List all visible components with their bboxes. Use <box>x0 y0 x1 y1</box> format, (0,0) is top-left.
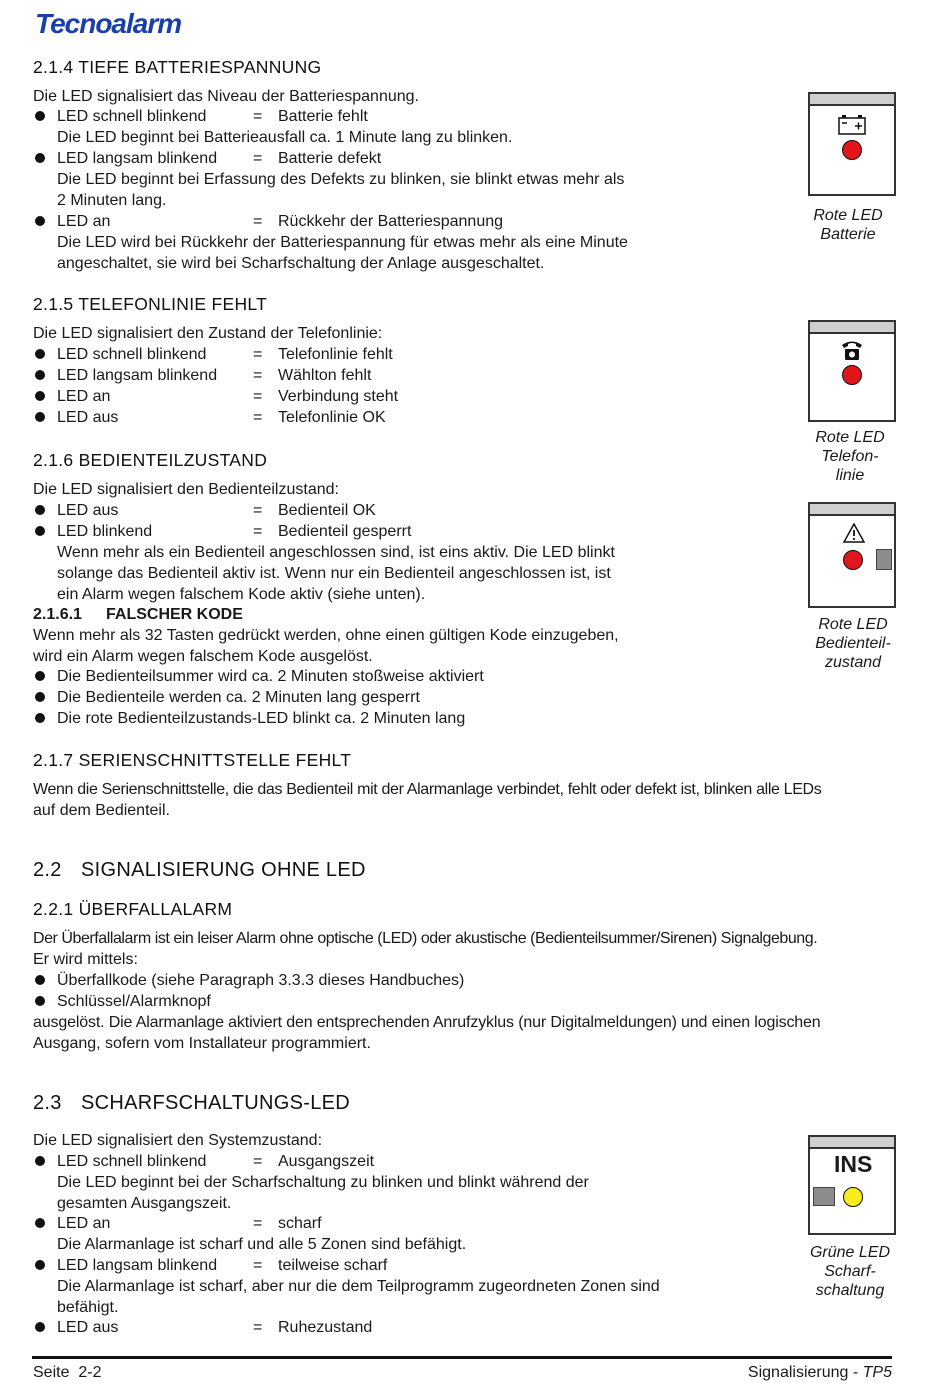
paragraph-line: Wenn die Serienschnittstelle, die das Bedienteil mit der Alarmanlage verbindet, fehlt oder defekt ist, blinken alle LEDs <box>33 781 822 798</box>
battery-icon <box>838 114 866 136</box>
subsection-title: FALSCHER KODE <box>106 606 243 623</box>
figure-caption: Rote LED Bedienteil- zustand <box>815 616 891 671</box>
item-equals: = <box>253 346 263 363</box>
item-note: befähigt. <box>57 1299 119 1316</box>
footer-rule <box>32 1356 892 1359</box>
bullet <box>35 412 45 422</box>
item-note: solange das Bedienteil aktiv ist. Wenn nur ein Bedienteil angeschlossen ist, ist <box>57 565 611 582</box>
list-item: Schlüssel/Alarmknopf <box>57 993 211 1010</box>
bullet <box>35 1260 45 1270</box>
panel-top-bar <box>810 94 894 106</box>
item-note: angeschaltet, sie wird bei Scharfschaltung der Anlage ausgeschaltet. <box>57 255 545 272</box>
battery-led-panel <box>808 92 896 196</box>
bullet <box>35 975 45 985</box>
item-value: Wählton fehlt <box>278 367 372 384</box>
section-title-2-1-4: 2.1.4 TIEFE BATTERIESPANNUNG <box>33 57 322 77</box>
section-title-2-1-6: 2.1.6 BEDIENTEILZUSTAND <box>33 450 268 470</box>
bullet <box>35 996 45 1006</box>
battery-led <box>842 140 862 160</box>
item-label: LED aus <box>57 409 119 426</box>
bullet <box>35 526 45 536</box>
footer-title: Signalisierung - TP5 <box>747 1364 892 1381</box>
item-value: Rückkehr der Batteriespannung <box>278 213 504 230</box>
bullet <box>35 1322 45 1332</box>
item-label: LED aus <box>57 1319 119 1336</box>
item-equals: = <box>253 388 263 405</box>
item-label: LED aus <box>57 502 119 519</box>
item-equals: = <box>253 1215 263 1232</box>
item-label: LED langsam blinkend <box>57 1257 218 1274</box>
subsection-number: 2.1.6.1 <box>33 606 82 623</box>
item-value: scharf <box>278 1215 322 1232</box>
section-intro: Die LED signalisiert den Bedienteilzustand: <box>33 481 339 498</box>
item-equals: = <box>253 213 263 230</box>
item-value: Verbindung steht <box>278 388 399 405</box>
item-note: Die Alarmanlage ist scharf, aber nur die dem Teilprogramm zugeordneten Zonen sind <box>57 1278 660 1295</box>
item-note: Die LED wird bei Rückkehr der Batteriespannung für etwas mehr als eine Minute <box>57 234 628 251</box>
bullet <box>35 370 45 380</box>
section-intro: Die LED signalisiert das Niveau der Batteriespannung. <box>33 88 419 105</box>
item-note: Die LED beginnt bei Erfassung des Defekts zu blinken, sie blinkt etwas mehr als <box>57 171 625 188</box>
telephone-icon <box>840 338 864 362</box>
panel-top-bar <box>810 504 894 516</box>
keypad-status-led <box>843 550 863 570</box>
section-title-2-2: 2.2 SIGNALISIERUNG OHNE LED <box>33 859 366 881</box>
list-item: Die rote Bedienteilzustands-LED blinkt ca. 2 Minuten lang <box>57 710 466 727</box>
item-value: Bedienteil OK <box>278 502 376 519</box>
item-note: Wenn mehr als ein Bedienteil angeschlossen sind, ist eins aktiv. Die LED blinkt <box>57 544 615 561</box>
bullet <box>35 391 45 401</box>
item-label: LED an <box>57 213 111 230</box>
ins-label: INS <box>834 1151 873 1177</box>
gray-key-indicator <box>876 549 892 570</box>
paragraph-line: Er wird mittels: <box>33 951 138 968</box>
arming-led-panel <box>808 1135 896 1235</box>
paragraph-line: Der Überfallalarm ist ein leiser Alarm ohne optische (LED) oder akustische (Bedienteilsummer/Sirenen) Signalgebung. <box>33 930 818 947</box>
item-equals: = <box>253 502 263 519</box>
bullet <box>35 111 45 121</box>
item-equals: = <box>253 1319 263 1336</box>
item-value: Bedienteil gesperrt <box>278 523 412 540</box>
item-note: gesamten Ausgangszeit. <box>57 1195 232 1212</box>
page-number: Seite 2-2 <box>33 1364 102 1381</box>
item-label: LED langsam blinkend <box>57 367 218 384</box>
paragraph-line: Ausgang, sofern vom Installateur programmiert. <box>33 1035 371 1052</box>
bullet <box>35 692 45 702</box>
item-equals: = <box>253 1153 263 1170</box>
item-note: Die Alarmanlage ist scharf und alle 5 Zonen sind befähigt. <box>57 1236 467 1253</box>
item-value: Ruhezustand <box>278 1319 373 1336</box>
item-note: Die LED beginnt bei Batterieausfall ca. 1 Minute lang zu blinken. <box>57 129 513 146</box>
keypad-status-led-panel <box>808 502 896 608</box>
item-value: Batterie defekt <box>278 150 382 167</box>
figure-caption: Grüne LED Scharf- schaltung <box>809 1244 891 1299</box>
item-label: LED an <box>57 1215 111 1232</box>
item-label: LED blinkend <box>57 523 153 540</box>
telephone-led <box>842 365 862 385</box>
section-title-2-2-1: 2.2.1 ÜBERFALLALARM <box>33 899 233 919</box>
item-equals: = <box>253 150 263 167</box>
item-equals: = <box>253 523 263 540</box>
item-equals: = <box>253 409 263 426</box>
section-title-2-1-5: 2.1.5 TELEFONLINIE FEHLT <box>33 294 268 314</box>
panel-top-bar <box>810 1137 894 1149</box>
item-equals: = <box>253 1257 263 1274</box>
figure-caption: Rote LED Telefon- linie <box>815 429 885 484</box>
item-label: LED langsam blinkend <box>57 150 218 167</box>
list-item: Die Bedienteilsummer wird ca. 2 Minuten stoßweise aktiviert <box>57 668 484 685</box>
list-item: Überfallkode (siehe Paragraph 3.3.3 dieses Handbuches) <box>57 972 465 989</box>
item-equals: = <box>253 108 263 125</box>
gray-key-indicator <box>813 1187 835 1206</box>
item-value: Ausgangszeit <box>278 1153 375 1170</box>
arming-led <box>843 1187 863 1207</box>
bullet <box>35 713 45 723</box>
bullet <box>35 505 45 515</box>
figure-caption: Rote LED Batterie <box>813 207 883 243</box>
item-value: teilweise scharf <box>278 1257 388 1274</box>
paragraph-line: auf dem Bedienteil. <box>33 802 170 819</box>
section-intro: Die LED signalisiert den Zustand der Telefonlinie: <box>33 325 383 342</box>
bullet <box>35 153 45 163</box>
bullet <box>35 216 45 226</box>
panel-top-bar <box>810 322 894 334</box>
item-value: Batterie fehlt <box>278 108 368 125</box>
item-label: LED an <box>57 388 111 405</box>
section-title-2-1-7: 2.1.7 SERIENSCHNITTSTELLE FEHLT <box>33 750 352 770</box>
bullet <box>35 1156 45 1166</box>
item-note: 2 Minuten lang. <box>57 192 167 209</box>
list-item: Die Bedienteile werden ca. 2 Minuten lang gesperrt <box>57 689 420 706</box>
telephone-led-panel <box>808 320 896 422</box>
paragraph-line: wird ein Alarm wegen falschem Kode ausgelöst. <box>33 648 373 665</box>
item-note: Die LED beginnt bei der Scharfschaltung zu blinken und blinkt während der <box>57 1174 589 1191</box>
item-label: LED schnell blinkend <box>57 1153 207 1170</box>
bullet <box>35 1218 45 1228</box>
item-value: Telefonlinie OK <box>278 409 386 426</box>
item-value: Telefonlinie fehlt <box>278 346 393 363</box>
item-label: LED schnell blinkend <box>57 346 207 363</box>
section-title-2-3: 2.3 SCHARFSCHALTUNGS-LED <box>33 1092 350 1114</box>
warning-icon <box>842 522 866 544</box>
section-intro: Die LED signalisiert den Systemzustand: <box>33 1132 323 1149</box>
brand-logo: Tecnoalarm <box>35 8 182 39</box>
bullet <box>35 349 45 359</box>
paragraph-line: ausgelöst. Die Alarmanlage aktiviert den entsprechenden Anrufzyklus (nur Digitalmeldungen) und einen logischen <box>33 1014 821 1031</box>
item-equals: = <box>253 367 263 384</box>
item-label: LED schnell blinkend <box>57 108 207 125</box>
paragraph-line: Wenn mehr als 32 Tasten gedrückt werden, ohne einen gültigen Kode einzugeben, <box>33 627 619 644</box>
item-note: ein Alarm wegen falschem Kode aktiv (siehe unten). <box>57 586 426 603</box>
bullet <box>35 671 45 681</box>
